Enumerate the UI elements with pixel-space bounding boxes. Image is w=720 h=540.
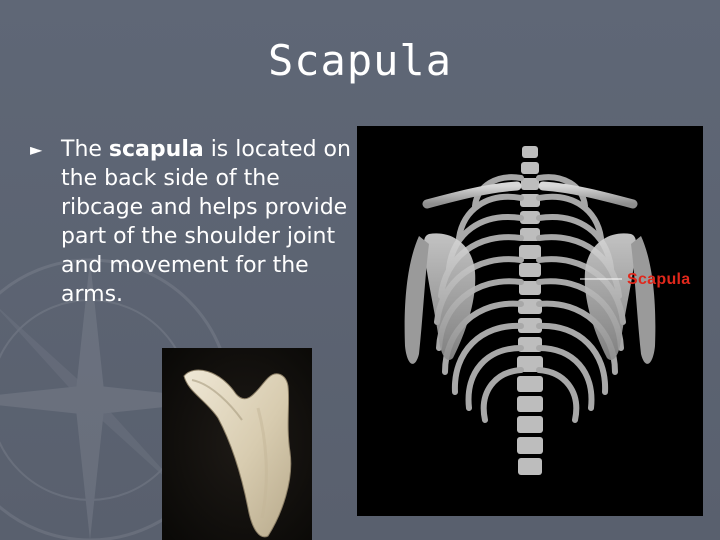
bullet-arrow-icon: ► xyxy=(30,140,43,159)
text-bold: scapula xyxy=(108,137,204,162)
ribcage-xray xyxy=(357,126,703,516)
scapula-bone-photo xyxy=(162,348,312,540)
body-text xyxy=(30,135,360,309)
text-part-2: is located on the back side of the ribcage and helps provide part of the shoulder joint and movement for the arms. xyxy=(61,137,351,307)
scapula-label: Scapula xyxy=(627,271,691,288)
slide-title: Scapula xyxy=(267,36,452,85)
text-part-1: The xyxy=(61,137,109,162)
bullet-paragraph xyxy=(30,135,360,309)
